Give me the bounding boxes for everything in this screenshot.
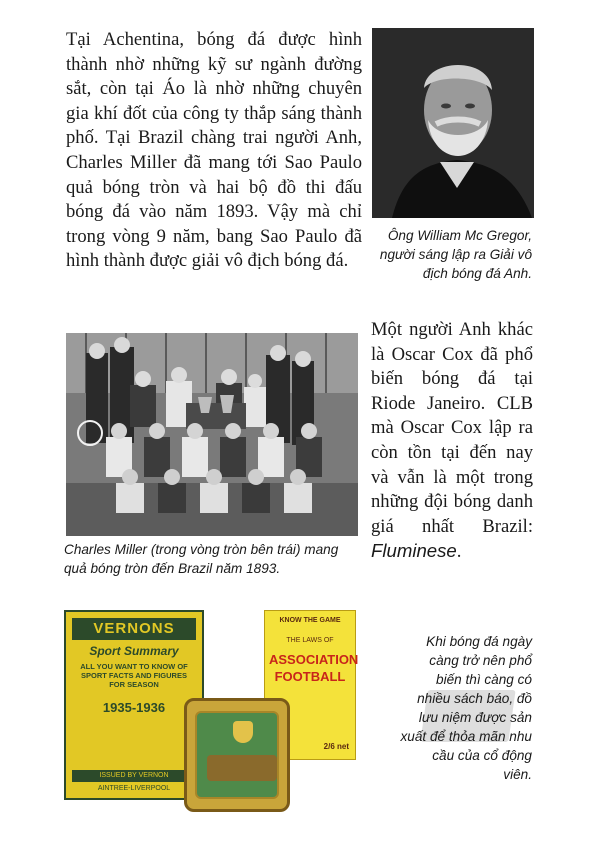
intro-text: Tại Achentina, bóng đá được hình thành nhờ những kỹ sư ngành đường sắt, còn tại Áo là nhờ những chuyên gia khí đốt của công ty thắp sáng thành phố. Tại Brazil chàng trai người Anh, Charles Miller đã mang tới Sao Paulo quả bóng tròn và hai bộ đồ thi đấu bóng đá vào năm 1893. Vậy mà chỉ trong vòng 9 năm, bang Sao Paulo đã hình thành được giải vô địch bóng đá.	[66, 29, 362, 272]
cox-text-block	[371, 318, 533, 565]
vernons-booklet	[64, 610, 204, 800]
memorabilia-caption: Khi bóng đá ngày càng trở nên phổ biến thì càng có nhiều sách báo, đồ lưu niệm được sản xuất để thỏa mãn nhu cầu của cổ động viên.	[400, 634, 532, 782]
oscar-cox-paragraph	[371, 318, 533, 565]
charles-miller-team-photo	[66, 333, 358, 536]
cox-text: Một người Anh khác là Oscar Cox đã phổ biến bóng đá tại Riode Janeiro. CLB mà Oscar Cox lập ra còn tồn tại đến nay và vẫn là một trong những đội bóng danh giá nhất Brazil:	[371, 319, 533, 537]
memorabilia-photo	[60, 600, 380, 820]
stadium-icon	[207, 755, 277, 781]
souvenir-tin	[184, 698, 290, 812]
vernons-tagline: ALL YOU WANT TO KNOW OF SPORT FACTS AND FIGURES FOR SEASON	[80, 662, 188, 689]
team-photo-caption: Charles Miller (trong vòng tròn bên trái) mang quả bóng tròn đến Brazil năm 1893.	[64, 542, 339, 576]
book-series: KNOW THE GAME	[279, 617, 341, 624]
club-name: Fluminese	[371, 540, 457, 562]
vernons-brand: VERNONS	[72, 618, 196, 640]
cox-text-end: .	[456, 541, 462, 563]
book-laws-label: THE LAWS OF	[286, 637, 334, 644]
mcgregor-caption: Ông William Mc Gregor, người sáng lập ra Giải vô địch bóng đá Anh.	[379, 228, 532, 281]
fa-badge-icon	[233, 721, 253, 743]
intro-paragraph	[66, 28, 362, 274]
book-title: ASSOCIATION FOOTBALL	[269, 652, 359, 684]
vernons-place: AINTREE-LIVERPOOL	[97, 785, 171, 792]
vernons-subtitle: Sport Summary	[89, 644, 179, 658]
team-photo-illustration	[66, 333, 358, 536]
william-mcgregor-portrait	[372, 28, 534, 218]
tin-lid	[195, 711, 279, 799]
vernons-issued: ISSUED BY VERNON	[72, 770, 196, 782]
book-price: 2/6 net	[323, 742, 349, 751]
vernons-season: 1935-1936	[102, 700, 166, 715]
portrait-illustration	[372, 28, 534, 218]
